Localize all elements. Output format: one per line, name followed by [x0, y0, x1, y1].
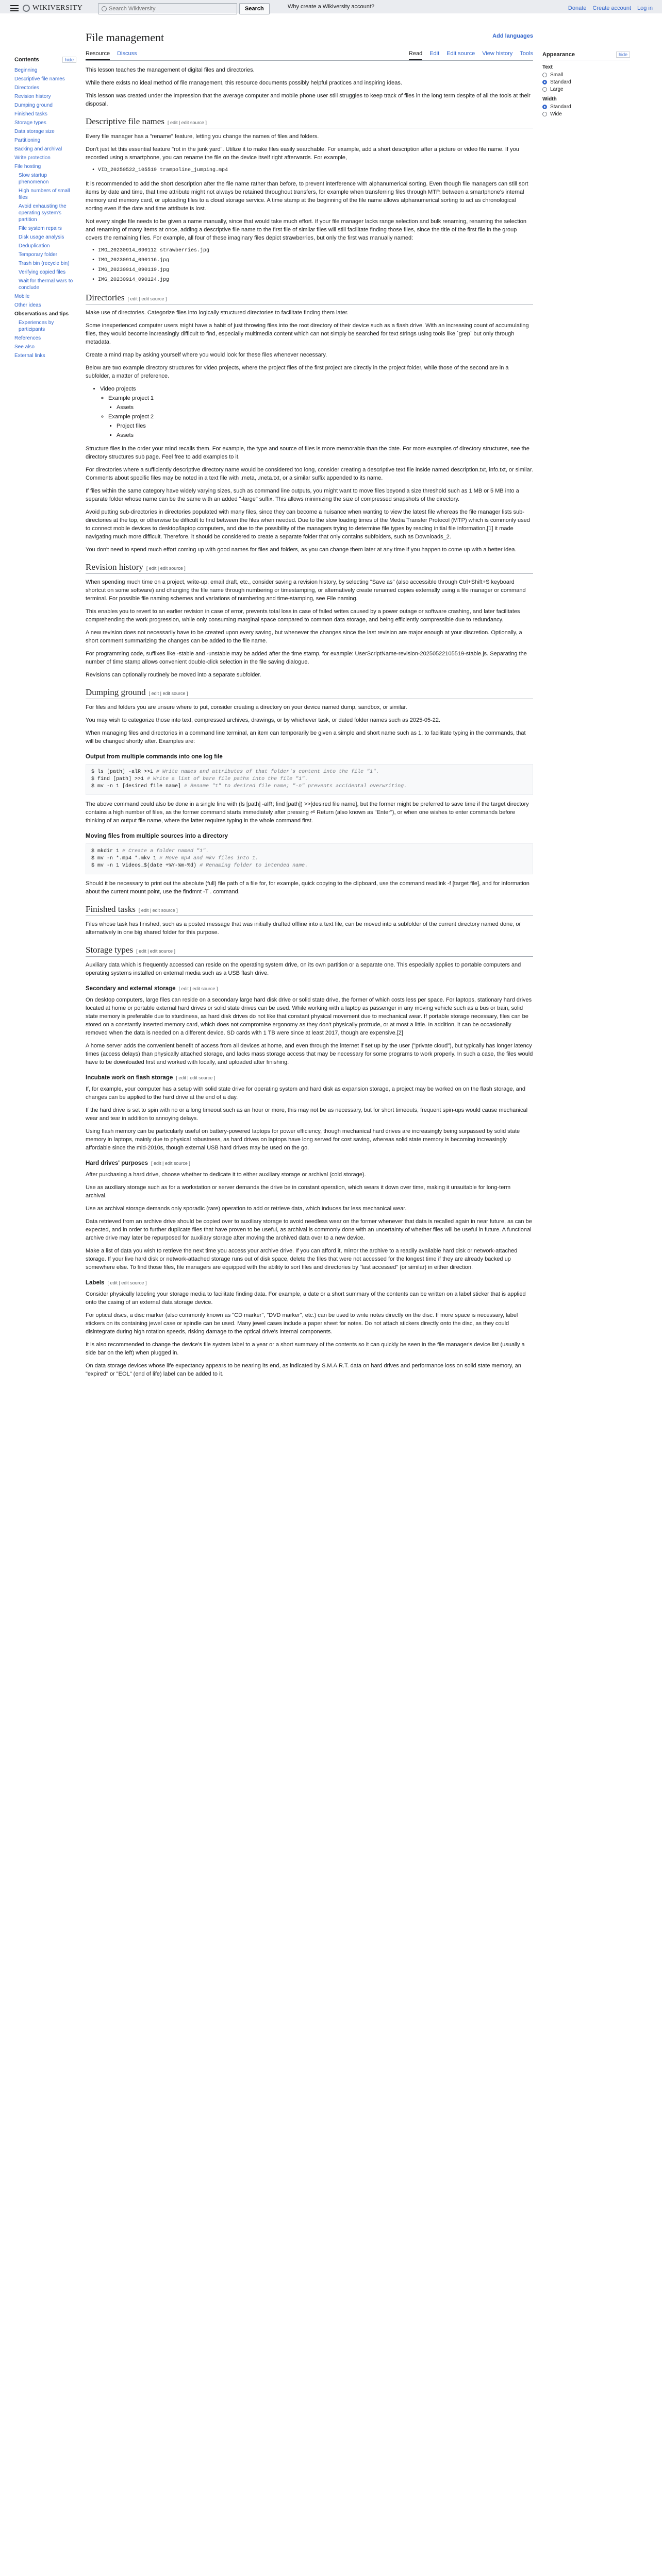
appearance-panel [542, 52, 630, 118]
paragraph: Use as auxiliary storage such as for a workstation or server demands the drive be in constant operation, which wears it down over time, making it unsuitable for long-term archival. [86, 1184, 511, 1199]
code-block-move: $ mkdir 1 # Create a folder named "1". $ mv -n *.mp4 *.mkv 1 # Move mp4 and mkv files into 1. $ mv -n 1 Videos_$(date +%Y-%m-%d) # Renaming folder to intended name. [86, 843, 533, 874]
paragraph: Data retrieved from an archive drive should be copied over to auxiliary storage to avoid needless wear on the former whenever that data is recalled again in near future, as can be expected, and in order to further duplicate files that have proven to be useful, as archival is commonly done with an uncertainty of whether files will be useful in future. A functional archive drive may later be repurposed for auxiliary storage after moving the archived data over to a new device. [86, 1218, 532, 1241]
page-title: File management [86, 31, 164, 44]
tree-node: ◦ Example project 1 ▪ Assets [108, 394, 533, 412]
intro-paragraph: This lesson teaches the management of digital files and directories. [86, 67, 255, 73]
page-tabs [86, 48, 533, 61]
paragraph: Use as archival storage demands only sporadic (rare) operation to add or retrieve data, which induces far less mechanical wear. [86, 1206, 407, 1212]
paragraph: It is recommended to add the short description after the file name rather than before, to prevent interference with alphanumerical sorting. Even though file managers can still sort items by date and time, that time attribute might not always be retained throughout transfers, for example when transferring files through MTP, between a smartphone's internal memory and memory card, or uploading files to a cloud storage service. A time stamp at the beginning of the file name allows alphanumerical sorting to act as chronological sorting even if the date and time attribute is lost. [86, 181, 528, 212]
section-heading-revision-history: Revision history [ edit | edit source ] [86, 563, 533, 574]
width-label: Width [542, 96, 557, 102]
toc-item[interactable]: Partitioning [14, 138, 41, 143]
paragraph: When managing files and directories in a command line terminal, an item can temporarily be given a simple and short name such as 1, to facilitate typing in the commands, that will be changed shortly after. Examples are: [86, 730, 526, 744]
intro-paragraph: This lesson was created under the impression that the average computer and mobile phone user still struggles to keep track of files in the long term despite of all the tools at their disposal. [86, 93, 531, 107]
subsection-heading: Secondary and external storage [ edit | edit source ] [86, 986, 218, 992]
tree-node: ▪ Assets [117, 403, 533, 412]
appearance-hide-button[interactable]: hide [616, 52, 630, 58]
paragraph: If the hard drive is set to spin with no or a long timeout such as an hour or more, this may not be as necessary, but for short timeouts, frequent spin-ups would cause mechanical wear and tear in addition to annoying delays. [86, 1107, 528, 1122]
section-edit-links[interactable]: [ edit | edit source ] [151, 1161, 190, 1166]
toc-title: Contents [14, 57, 39, 63]
paragraph: For programming code, suffixes like -stable and -unstable may be added after the time stamp, for example: UserScriptName-revision-20250522105519-stable.js. Separating the number of time stamp allows convenient double-click selection in the file saving dialogue. [86, 651, 527, 665]
section-edit-links[interactable]: [ edit | edit source ] [176, 1075, 216, 1080]
directory-tree [94, 385, 533, 439]
paragraph: Should it be necessary to print out the absolute (full) file path of a file for, for example, quick copying to the clipboard, use the command readlink -f [target file], and for information about the current mount point, use the findmnt -T . command. [86, 880, 529, 895]
toc-item[interactable]: External links [14, 353, 45, 359]
toc-item[interactable]: Verifying copied files [19, 269, 66, 275]
tab-edit[interactable]: Edit [429, 50, 440, 57]
tab-read[interactable]: Read [409, 48, 422, 60]
toc-item[interactable]: Dumping ground [14, 103, 53, 108]
example-file-list [86, 166, 533, 175]
paragraph: Auxiliary data which is frequently accessed can reside on the operating system drive, on its own partition or a separate one. This especially applies to portable computers and operating systems installed on external media such as a USB flash drive. [86, 962, 521, 976]
toc-item[interactable]: High numbers of small files [19, 188, 70, 200]
text-size-option-small[interactable]: Small [542, 72, 630, 78]
paragraph: A home server adds the convenient benefit of access from all devices at home, and even through the internet if set up by the user ("private cloud"), but typically has longer latency times (access delays) than physically attached storage, and lacks mass storage access that may be necessary for some programs to work properly. In such a case, the files would have to be downloaded first and worked with locally, and uploaded after finishing. [86, 1043, 533, 1065]
subsection-heading: Output from multiple commands into one log file [86, 754, 223, 760]
subsection-heading: Incubate work on flash storage [ edit | edit source ] [86, 1075, 216, 1081]
intro-paragraph: While there exists no ideal method of file management, this resource documents possibly helpful practices and inspiring ideas. [86, 80, 402, 86]
paragraph: On desktop computers, large files can reside on a secondary large hard disk drive or solid state drive, the former of which costs less per space. For laptops, stationary hard drives located at home or portable external hard drives or solid state drives can be used. While working with a laptop as passenger in any moving vehicle such as a bus or train, solid state memory is preferable due to sturdiness, as hard disk drives do not like that constant physical movement due to mechanical wear. If portable storage necessary, files can be stored on a constantly inserted memory card, which does not compromise ergonomy as they don't physically protrude, or at most a little. In addition, it can be occasionally removed when the data is needed on a different device. SD cards with 1 TB were since at least 2017, though are expensive.[2] [86, 997, 532, 1036]
toc-item[interactable]: Finished tasks [14, 111, 47, 117]
section-edit-links[interactable]: [ edit | edit source ] [127, 296, 167, 301]
width-option-wide[interactable]: Wide [542, 111, 630, 117]
paragraph: Make use of directories. Categorize files into logically structured directories to facilitate finding them later. [86, 310, 349, 316]
radio-icon[interactable] [542, 87, 547, 92]
toc-item[interactable]: See also [14, 344, 35, 350]
paragraph: For optical discs, a disc marker (also commonly known as "CD marker", "DVD marker", etc.) can be used to write notes directly on the disc. If more space is necessary, label stickers on its containing jewel case or spindle can be used. Many jewel cases include a paper sheet for notes. Do not attach stickers directly onto the disc, as they could disintegrate during high rotation speeds, risking damage to the optical drive's internal components. [86, 1312, 518, 1335]
toc-item[interactable]: Temporary folder [19, 252, 58, 258]
section-edit-links[interactable]: [ edit | edit source ] [107, 1280, 147, 1285]
paragraph: For files and folders you are unsure where to put, consider creating a directory on your device named dump, sandbox, or similar. [86, 704, 407, 710]
radio-icon[interactable] [542, 73, 547, 77]
login-link[interactable]: Log in [637, 5, 653, 11]
section-edit-links[interactable]: [ edit | edit source ] [136, 948, 175, 954]
tab-resource[interactable]: Resource [86, 48, 110, 60]
paragraph: Some inexperienced computer users might have a habit of just throwing files into the root directory of their device such as a flash drive. With an increasing count of accumulating files, they would become increasingly difficult to find, especially multimedia content which can not simply be searched for text strings using tools like `grep` but only through metadata. [86, 323, 529, 345]
search-input[interactable] [98, 5, 237, 12]
toc-item[interactable]: Slow startup phenomenon [19, 173, 49, 185]
paragraph: Make a list of data you wish to retrieve the next time you access your archive drive. If you can afford it, mirror the archive to a readily available hard disk or network-attached storage. If your live hard disk or network-attached storage runs out of disk space, delete the files that were not accessed for the longest time if they are already backed up somewhere else. To find those files, file managers are equipped with the ability to sort files and directories by "last accessed" (or similar) in either direction. [86, 1248, 518, 1270]
paragraph: Avoid putting sub-directories in directories populated with many files, since they can become a nuisance when wanting to view the latest file whereas the file manager lists sub-directories at the top, or otherwise be difficult to find between the files when needed. Due to the slow loading times of the Media Transfer Protocol (MTP) which is commonly used to connect mobile devices to desktop/laptop computers, and due to the possibility of the managers trying to determine file types by reading initial file information,[1] it made navigating much more difficult. Therefore, it should be considered to create a separate folder that only contains subfolders, such as Downloads_2. [86, 509, 530, 540]
tab-view-history[interactable]: View history [482, 50, 513, 57]
toc-header [14, 57, 76, 63]
section-edit-links[interactable]: [ edit | edit source ] [178, 986, 218, 991]
toc-item[interactable]: Backing and archival [14, 146, 62, 152]
toc-item[interactable]: Other ideas [14, 302, 41, 308]
toc-item[interactable]: File hosting [14, 164, 41, 170]
paragraph: Revisions can optionally routinely be moved into a separate subfolder. [86, 672, 261, 678]
paragraph: Files whose task has finished, such as a posted message that was initially drafted offline into a text file, can be moved into a subfolder of the current directory named done, or alternatively in one big shared folder for this purpose. [86, 921, 521, 936]
search-icon [102, 6, 107, 11]
section-edit-links[interactable]: [ edit | edit source ] [167, 120, 207, 125]
tab-discuss[interactable]: Discuss [117, 50, 137, 57]
paragraph: Not every single file needs to be given a name manually, since that would take much effort. If your file manager lacks range selection and bulk renaming, renaming the selection and renaming of many items at once, adding a descriptive file name to the first file of similar files will still facilitate finding those files, since the title of the first file in the group covers the remaining files. For example, all four of these imaginary files depict strawberries, but only the first was manually named: [86, 218, 527, 241]
text-size-option-large[interactable]: Large [542, 87, 630, 92]
section-edit-links[interactable]: [ edit | edit source ] [148, 691, 188, 696]
toc-item[interactable]: Revision history [14, 94, 51, 99]
tab-edit-source[interactable]: Edit source [446, 50, 475, 57]
wikiversity-logo-icon [23, 5, 30, 12]
section-heading-dumping-ground: Dumping ground [ edit | edit source ] [86, 688, 533, 699]
site-logo[interactable] [23, 4, 82, 12]
section-edit-links[interactable]: [ edit | edit source ] [138, 908, 178, 913]
file-name: • IMG_20230914_090116.jpg [92, 257, 533, 265]
article-body [86, 61, 533, 1378]
search-box[interactable] [98, 3, 237, 14]
main-menu-icon[interactable] [10, 5, 19, 11]
paragraph: After purchasing a hard drive, choose whether to dedicate it to either auxiliary storage or archival (cold storage). [86, 1172, 366, 1178]
section-heading-finished-tasks: Finished tasks [ edit | edit source ] [86, 905, 533, 916]
toc-item[interactable]: Storage types [14, 120, 46, 126]
paragraph: Don't just let this essential feature "rot in the junk yard". Utilize it to make files easily searchable. For example, add a short description after a picture or video file name. If you recorded using a smartphone, you can rename the file on the device itself right afterwards. For example, [86, 146, 519, 161]
toc-item[interactable]: Disk usage analysis [19, 234, 64, 240]
paragraph: A new revision does not necessarily have to be created upon every saving, but whenever the changes since the last revision are major enough at your discretion. Optionally, a short comment summarizing the changes can be added to the file name. [86, 630, 522, 644]
radio-selected-icon[interactable] [542, 105, 547, 109]
section-heading-descriptive-file-names: Descriptive file names [ edit | edit source ] [86, 117, 533, 128]
create-account-link[interactable]: Create account [592, 5, 632, 11]
add-languages-button[interactable]: Add languages [492, 33, 533, 39]
toc-item[interactable]: Beginning [14, 67, 38, 73]
toc-item[interactable]: Write protection [14, 155, 51, 161]
paragraph: It is also recommended to change the device's file system label to a year or a short summary of the contents so it can quickly be seen in the file manager's device list (usually a side bar on the left) when plugged in. [86, 1342, 525, 1356]
paragraph: You may wish to categorize those into text, compressed archives, drawings, or by whichever task, or dated folder names such as 2025-05-22. [86, 717, 441, 723]
toc-item[interactable]: Data storage size [14, 129, 55, 134]
paragraph: On data storage devices whose life expectancy appears to be nearing its end, as indicated by S.M.A.R.T. data on hard drives and performance loss on solid state memory, an "expired" or "EOL" (end of life) label can be added to it. [86, 1363, 521, 1377]
radio-icon[interactable] [542, 112, 547, 116]
section-edit-links[interactable]: [ edit | edit source ] [146, 566, 186, 571]
file-name: • IMG_20230914_090124.jpg [92, 276, 533, 284]
site-name: WIKIVERSITY [32, 4, 83, 12]
file-name: • IMG_20230914_090119.jpg [92, 266, 533, 275]
user-links [568, 5, 653, 11]
paragraph: Every file manager has a "rename" feature, letting you change the names of files and folders. [86, 133, 319, 140]
paragraph: This enables you to revert to an earlier revision in case of error, prevents total loss in case of failed writes caused by a power outage or software crashing, and later facilitates comprehending the work progression, while only consuming marginal space compared to common data storage, and being efficiently compressible due to redundancy. [86, 608, 520, 623]
section-heading-directories: Directories [ edit | edit source ] [86, 294, 533, 304]
subsection-heading: Hard drives' purposes [ edit | edit source ] [86, 1160, 190, 1166]
toc-item[interactable]: Wait for thermal wars to conclude [19, 278, 73, 291]
subsection-heading: Moving files from multiple sources into a directory [86, 833, 228, 839]
donate-link[interactable]: Donate [568, 5, 587, 11]
toc-item[interactable]: References [14, 335, 41, 341]
toc-item[interactable]: File system repairs [19, 226, 62, 231]
appearance-header [542, 52, 630, 60]
paragraph: The above command could also be done in a single line with (ls [path] -alR; find [path]) >>[desired file name], but the former might be preferred to save time if the target directory contains a high number of files, as the former command starts immediately after pressing ⏎ Return (also known as "Enter"), or when one wishes to enter commands before thinking of an output file name, where the latter requires typing in the whole command first. [86, 801, 529, 824]
toc-item[interactable]: Directories [14, 85, 39, 91]
tree-node: ▪ Assets [117, 431, 533, 439]
toc-list [14, 67, 76, 359]
text-size-label: Text [542, 64, 553, 70]
tree-node: ▪ Project files [117, 422, 533, 430]
site-header [0, 0, 662, 25]
paragraph: Using flash memory can be particularly useful on battery-powered laptops for power efficiency, though mechanical hard drives are increasingly being surpassed by solid state memory in laptops, mainly due to physical robustness, as hard drives on laptops have long served for cost saving, whereas solid state memory is becoming increasingly affordable since the mid-2010s, though external USB hard drives may be used on the go. [86, 1128, 520, 1151]
strawberry-file-list [86, 247, 533, 284]
toc-item[interactable]: Trash bin (recycle bin) [19, 261, 70, 266]
toc-hide-button[interactable]: hide [62, 57, 76, 63]
main-content [86, 27, 533, 1383]
paragraph: If files within the same category have widely varying sizes, such as command line outputs, you might want to move files beyond a size threshold such as 1 MB or 5 MB into a separate folder whose name can be the same with an added "-large" suffix. This allows minimizing the size of compressed snapshots of the directory. [86, 488, 519, 502]
paragraph: When spending much time on a project, write-up, email draft, etc., consider saving a revision history, by selecting "Save as" (also accessible through Ctrl+Shift+S keyboard shortcut on some software) and changing the file name through numbering or timestamping, or alternatively create renamed copies externally using a file manager or command terminal. For possible file naming schemes and variations of numbering and time-stamping, see File naming. [86, 579, 526, 602]
account-banner: Why create a Wikiversity account? [0, 0, 662, 13]
toc-item[interactable]: Mobile [14, 294, 30, 299]
code-block-log: $ ls [path] -alR >>1 # Write names and attributes of that folder's content into the file "1". $ find [path] >>1 # Write a list of bare file paths into the file "1". $ mv -n 1 [desired file name] # Rename "1" to desired file name; "-n" prevents accidental overwriting. [86, 764, 533, 795]
file-name: • IMG_20230914_090112 strawberries.jpg [92, 247, 533, 255]
toc-item[interactable]: Experiences by participants [19, 320, 54, 332]
search-button[interactable]: Search [239, 3, 270, 14]
text-size-option-standard[interactable]: Standard [542, 79, 630, 85]
example-file-name: • VID_20250522_105519 trampoline_jumping.mp4 [92, 166, 533, 175]
paragraph: Structure files in the order your mind recalls them. For example, the type and source of files is more memorable than the date. For more examples of directory structures, see the directory structures sub page. Feel free to add examples to it. [86, 446, 529, 460]
width-option-standard[interactable]: Standard [542, 104, 630, 110]
toc-item[interactable]: Observations and tips [14, 311, 69, 317]
appearance-title: Appearance [542, 52, 575, 58]
section-heading-storage-types: Storage types [ edit | edit source ] [86, 946, 533, 957]
tree-node: • Video projects ◦ Example project 1 ▪ Assets ◦ Example project 2 ▪ Project files ▪ Assets [100, 385, 533, 439]
tree-node: ◦ Example project 2 ▪ Project files ▪ Assets [108, 413, 533, 439]
tab-tools[interactable]: Tools [520, 50, 533, 57]
subsection-heading: Labels [ edit | edit source ] [86, 1280, 147, 1286]
radio-selected-icon[interactable] [542, 80, 547, 84]
paragraph: Consider physically labeling your storage media to facilitate finding data. For example, a date or a short summary of the contents can be written on a label sticker that is applied onto the casing of an external data storage device. [86, 1291, 526, 1306]
toc-item[interactable]: Deduplication [19, 243, 50, 249]
toc-item[interactable]: Descriptive file names [14, 76, 65, 82]
paragraph: Below are two example directory structures for video projects, where the project files of the first project are directly in the project folder, while those of the second are in a subfolder, a matter of preference. [86, 365, 509, 379]
paragraph: For directories where a sufficiently descriptive directory name would be considered too long, consider creating a descriptive text file inside named description.txt, info.txt, or similar. Comments about specific files may be noted in a text file with .meta, .meta.txt, or a similar suffix appended to its name. [86, 467, 533, 481]
paragraph: If, for example, your computer has a setup with solid state drive for operating system and hard disk as expansion storage, a project may be worked on on the flash storage, and changes can be applied to the hard drive at the end of a day. [86, 1086, 525, 1100]
toc-item[interactable]: Avoid exhausting the operating system's partition [19, 204, 67, 223]
paragraph: Create a mind map by asking yourself where you would look for these files whenever necessary. [86, 352, 327, 358]
table-of-contents [14, 57, 76, 361]
paragraph: You don't need to spend much effort coming up with good names for files and folders, as you can change them later at any time if you happen to come up with a better idea. [86, 547, 517, 553]
